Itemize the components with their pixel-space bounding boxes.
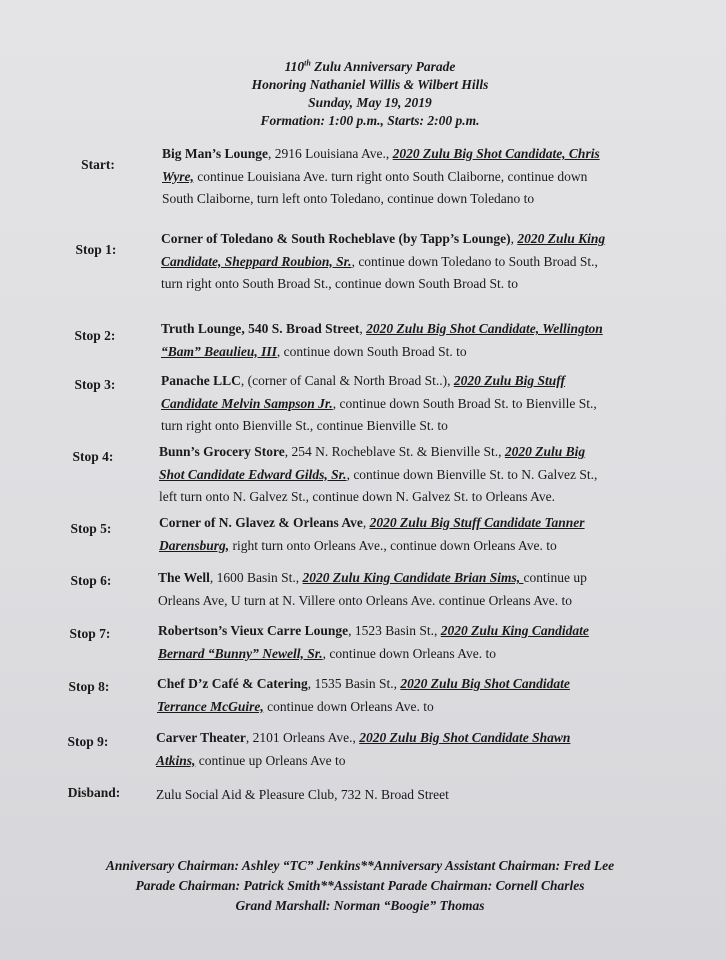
stop-route: right turn onto Orleans Ave., continue down Orleans Ave. to: [229, 537, 557, 553]
stop-address: Zulu Social Aid & Pleasure Club, 732 N. Broad Street: [156, 787, 449, 802]
stop-address: , 2916 Louisiana Ave.,: [268, 146, 393, 161]
stop-venue: Corner of N. Glavez & Orleans Ave: [159, 515, 363, 530]
stop-candidate: 2020 Zulu Big Stuff Candidate Tanner Darensburg,: [159, 515, 585, 553]
stop-venue: Corner of Toledano & South Rocheblave (by Tapp’s Lounge): [161, 231, 511, 246]
stop-route: , continue down Orleans Ave. to: [322, 645, 497, 661]
document-header: [150, 58, 590, 130]
stop-venue: Panache LLC: [161, 373, 241, 388]
parade-chairman-line: Parade Chairman: Patrick Smith**Assistant Parade Chairman: Cornell Charles: [135, 878, 585, 893]
honoring-line: Honoring Nathaniel Willis & Wilbert Hills: [251, 77, 489, 92]
stop-route: continue down Orleans Ave. to: [263, 698, 434, 714]
stop-description: [156, 785, 606, 805]
stop-description: [159, 441, 609, 509]
stop-venue: Bunn’s Grocery Store: [159, 444, 285, 459]
stop-label: Stop 8:: [68, 679, 110, 694]
formation-time: Formation: 1:00 p.m., Starts: 2:00 p.m.: [260, 113, 480, 128]
stop-route: , continue down Toledano to South Broad St., turn right onto South Broad St., continue down South Broad St. to: [161, 253, 598, 291]
stop-description: [161, 370, 611, 438]
stop-candidate: 2020 Zulu Big Shot Candidate, Wellington “Bam” Beaulieu, III: [161, 321, 603, 359]
stop-candidate: 2020 Zulu Big Shot Candidate Edward Gilds, Sr.: [159, 444, 586, 482]
title-text: Zulu Anniversary Parade: [310, 59, 456, 74]
stop-venue: Carver Theater: [156, 730, 246, 745]
title-number: 110: [284, 59, 305, 74]
stop-label: Stop 2:: [74, 328, 116, 343]
stop-description: [161, 318, 611, 363]
stop-candidate: 2020 Zulu Big Shot Candidate Terrance McGuire,: [157, 676, 570, 714]
stop-candidate: 2020 Zulu Big Shot Candidate, Chris Wyre,: [162, 146, 600, 184]
stop-address: , 2101 Orleans Ave.,: [245, 730, 360, 745]
stop-candidate: 2020 Zulu King Candidate Brian Sims,: [302, 570, 524, 585]
stop-description: [156, 727, 606, 772]
stop-venue: The Well: [158, 570, 210, 585]
stop-description: [158, 620, 608, 665]
stop-description: [158, 567, 608, 612]
stop-description: [162, 143, 612, 211]
stop-route: continue up Orleans Ave, U turn at N. Villere onto Orleans Ave. continue Orleans Ave. to: [158, 570, 587, 608]
stop-venue: Chef D’z Café & Catering: [157, 676, 308, 691]
stop-address: ,: [362, 515, 370, 530]
stop-address: , 1523 Basin St.,: [348, 623, 441, 638]
stop-route: continue Louisiana Ave. turn right onto South Claiborne, continue down South Claiborne, turn left onto Toledano, continue down Toledano to: [162, 168, 588, 206]
stop-description: [159, 512, 609, 557]
stop-description: [161, 228, 611, 296]
stop-label: Disband:: [67, 785, 121, 800]
stop-label: Stop 9:: [67, 734, 109, 749]
stop-candidate: 2020 Zulu Big Stuff Candidate Melvin Sampson Jr.: [161, 373, 566, 411]
stop-label: Stop 5:: [70, 521, 112, 536]
parade-date: Sunday, May 19, 2019: [308, 95, 432, 110]
stop-candidate: 2020 Zulu King Candidate, Sheppard Roubion, Sr.: [161, 231, 606, 269]
stop-route: , continue down South Broad St. to Bienville St., turn right onto Bienville St., continue Bienville St. to: [161, 395, 597, 433]
stop-candidate: 2020 Zulu King Candidate Bernard “Bunny” Newell, Sr.: [158, 623, 589, 661]
stop-address: , 254 N. Rocheblave St. & Bienville St.,: [284, 444, 505, 459]
stop-label: Stop 1:: [75, 242, 117, 257]
stop-address: , 1600 Basin St.,: [209, 570, 303, 585]
stop-description: [157, 673, 607, 718]
stop-address: ,: [510, 231, 518, 246]
anniversary-chairman-line: Anniversary Chairman: Ashley “TC” Jenkins**Anniversary Assistant Chairman: Fred Lee: [105, 858, 615, 873]
stop-label: Stop 4:: [72, 449, 114, 464]
stop-label: Stop 3:: [74, 377, 116, 392]
stop-venue: Robertson’s Vieux Carre Lounge: [158, 623, 349, 638]
stop-address: , (corner of Canal & North Broad St..),: [240, 373, 454, 388]
stop-venue: Big Man’s Lounge: [162, 146, 269, 161]
stop-label: Start:: [81, 157, 115, 172]
stop-venue: Truth Lounge, 540 S. Broad Street: [161, 321, 360, 336]
document-footer: [40, 856, 680, 916]
stop-label: Stop 6:: [70, 573, 112, 588]
stop-route: , continue down South Broad St. to: [276, 343, 467, 359]
stop-route: continue up Orleans Ave to: [195, 752, 346, 768]
stop-route: , continue down Bienville St. to N. Galvez St., left turn onto N. Galvez St., continue down N. Galvez St. to Orleans Ave.: [159, 466, 598, 504]
grand-marshall-line: Grand Marshall: Norman “Boogie” Thomas: [235, 898, 485, 913]
title-ordinal: th: [304, 58, 311, 68]
stop-candidate: 2020 Zulu Big Shot Candidate Shawn Atkins,: [156, 730, 571, 768]
stop-address: , 1535 Basin St.,: [307, 676, 401, 691]
stop-label: Stop 7:: [69, 626, 111, 641]
stop-address: ,: [359, 321, 367, 336]
parade-title: [150, 58, 590, 76]
